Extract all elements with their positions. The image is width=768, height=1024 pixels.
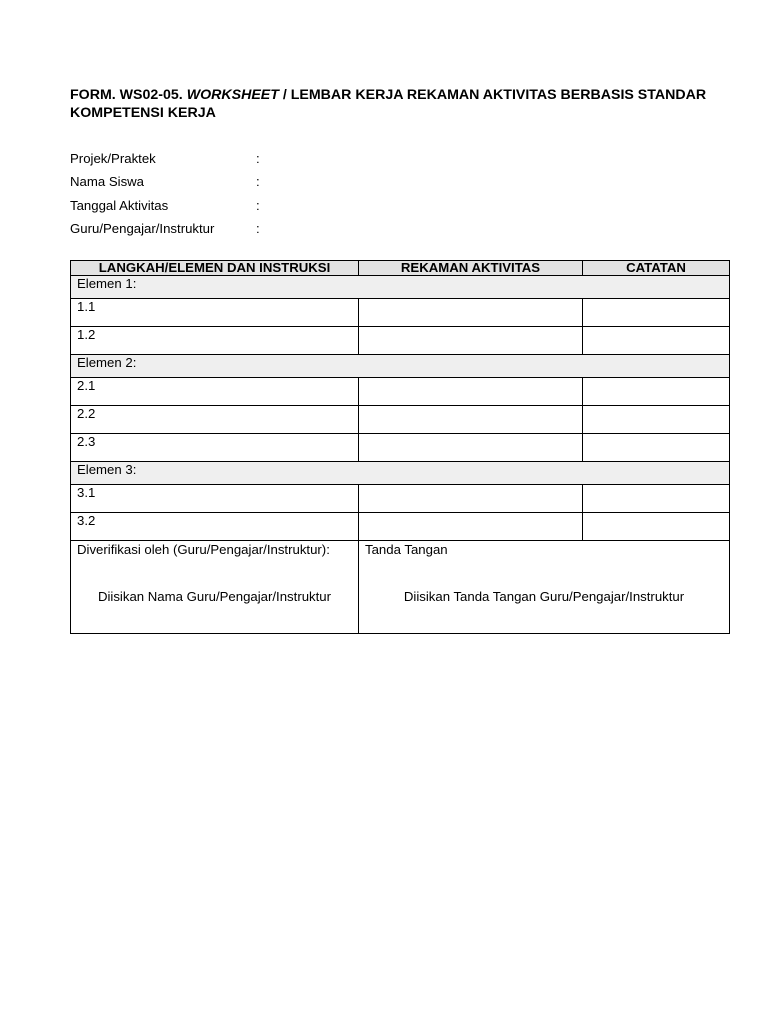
element-row [71, 355, 730, 378]
project-colon: : [256, 151, 260, 166]
project-label: Projek/Praktek [70, 151, 156, 166]
element-row [71, 276, 730, 299]
student-name-label: Nama Siswa [70, 174, 145, 190]
instructor-colon: : [256, 220, 260, 236]
step-row [71, 299, 730, 327]
activity-record-cell[interactable] [359, 434, 583, 462]
step-row [71, 378, 730, 406]
activity-record-cell[interactable] [359, 327, 583, 355]
activity-record-cell[interactable] [359, 513, 583, 541]
step-row [71, 485, 730, 513]
activity-record-cell[interactable] [359, 406, 583, 434]
notes-cell[interactable] [583, 513, 730, 541]
notes-cell[interactable] [583, 378, 730, 406]
activity-record-cell[interactable] [359, 485, 583, 513]
element-label: Elemen 1: [71, 276, 730, 299]
notes-cell[interactable] [583, 406, 730, 434]
element-label: Elemen 3: [71, 462, 730, 485]
worksheet-table [70, 260, 730, 634]
notes-cell[interactable] [583, 299, 730, 327]
form-title-prefix: FORM. WS02-05. [70, 87, 187, 103]
verified-by-placeholder: Diisikan Nama Guru/Pengajar/Instruktur [97, 589, 332, 604]
form-title [70, 86, 710, 122]
student-name-colon: : [256, 174, 260, 190]
step-row [71, 327, 730, 355]
element-label: Elemen 2: [71, 355, 730, 378]
step-label: 1.1 [71, 299, 359, 327]
signature-label: Tanda Tangan [365, 542, 448, 557]
step-row [71, 406, 730, 434]
header-steps: LANGKAH/ELEMEN DAN INSTRUKSI [71, 261, 359, 276]
step-label: 3.2 [71, 513, 359, 541]
step-label: 1.2 [71, 327, 359, 355]
notes-cell[interactable] [583, 485, 730, 513]
instructor-label: Guru/Pengajar/Instruktur [70, 220, 215, 236]
notes-cell[interactable] [583, 434, 730, 462]
verified-by-label: Diverifikasi oleh (Guru/Pengajar/Instruktur): [77, 542, 330, 557]
step-row [71, 434, 730, 462]
header-activity-record: REKAMAN AKTIVITAS [359, 261, 583, 276]
verified-by-cell[interactable] [71, 541, 359, 634]
verification-row [71, 541, 730, 634]
activity-date-colon: : [256, 197, 260, 213]
header-notes: CATATAN [583, 261, 730, 276]
table-header-row [71, 261, 730, 276]
form-title-suffix: / LEMBAR KERJA REKAMAN AKTIVITAS BERBASIS STANDAR KOMPETENSI KERJA [70, 87, 707, 121]
step-label: 2.3 [71, 434, 359, 462]
activity-record-cell[interactable] [359, 299, 583, 327]
form-title-italic: WORKSHEET [186, 87, 279, 103]
step-row [71, 513, 730, 541]
element-row [71, 462, 730, 485]
activity-record-cell[interactable] [359, 378, 583, 406]
notes-cell[interactable] [583, 327, 730, 355]
activity-date-label: Tanggal Aktivitas [70, 197, 169, 213]
step-label: 2.1 [71, 378, 359, 406]
step-label: 3.1 [71, 485, 359, 513]
step-label: 2.2 [71, 406, 359, 434]
signature-cell[interactable] [359, 541, 730, 634]
signature-placeholder: Diisikan Tanda Tangan Guru/Pengajar/Instruktur [403, 589, 685, 604]
